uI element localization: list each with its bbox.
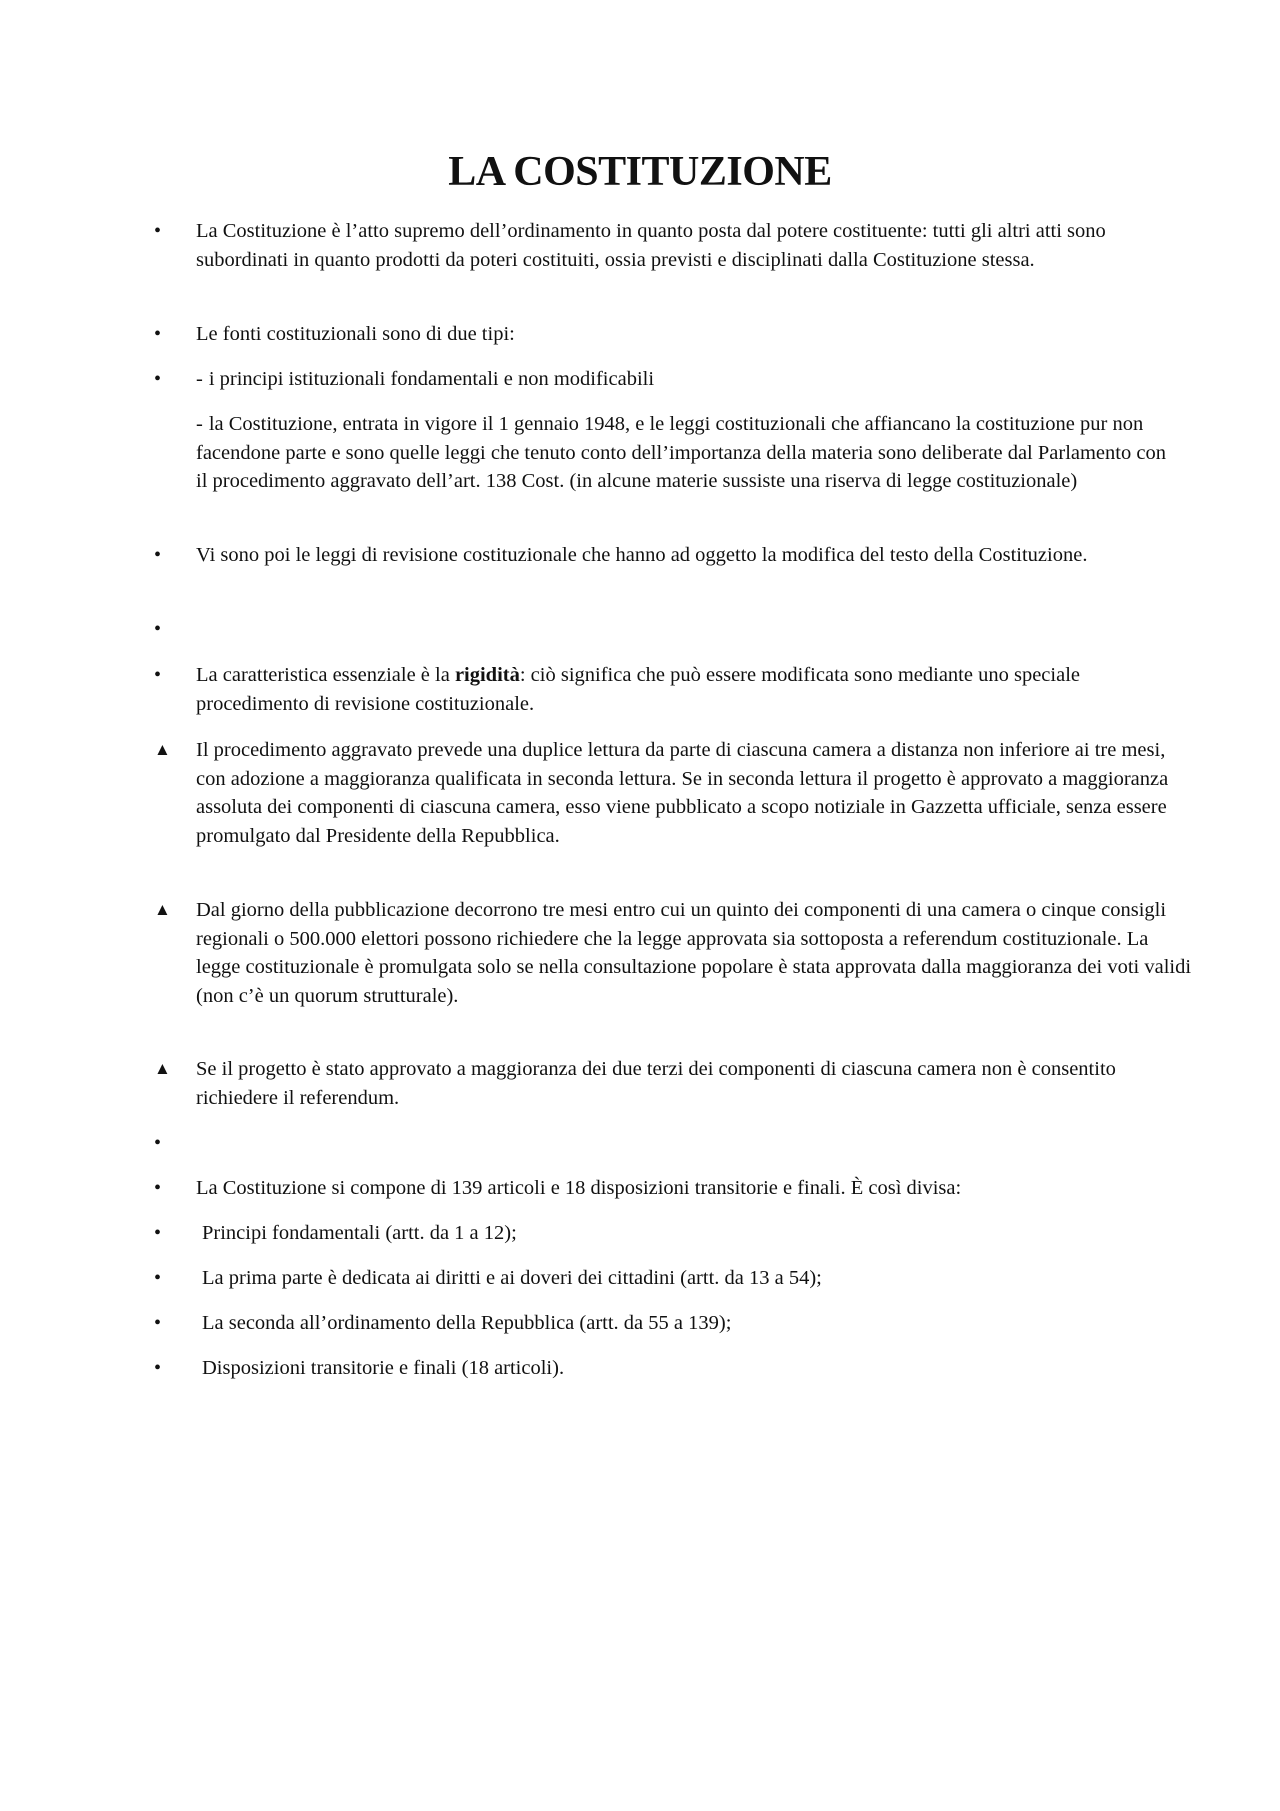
list-item-text: Il procedimento aggravato prevede una duplice lettura da parte di ciascuna camera a distanza non inferiore ai tre mesi, con adozione a maggioranza qualificata in seconda lettura. Se in seconda lettura il progetto è approvato a maggioranza assoluta dei componenti di ciascuna camera, esso viene pubblicato a scopo notiziale in Gazzetta ufficiale, senza essere promulgato dal Presidente della Repubblica.: [196, 739, 1169, 847]
bullet-icon: •: [154, 1267, 162, 1289]
list-item-text-content: la Costituzione, entrata in vigore il 1 gennaio 1948, e le leggi costituzionali che affiancano la costituzione pur non facendone parte e sono quelle leggi che tenuto conto dell’importanza della materia sono deliberate dal Parlamento con il procedimento aggravato dell’art. 138 Cost. (in alcune materie sussiste una riserva di legge costituzionale): [196, 413, 1166, 492]
bullet-icon: •: [154, 664, 162, 686]
list-item-text: Le fonti costituzionali sono di due tipi:: [196, 323, 515, 345]
bullet-icon: •: [154, 618, 162, 640]
bold-term: rigidità: [454, 664, 520, 686]
list-item-text: Disposizioni transitorie e finali (18 articoli).: [202, 1357, 565, 1379]
list-item-text: La Costituzione si compone di 139 articoli e 18 disposizioni transitorie e finali. È così divisa:: [196, 1177, 962, 1199]
bullet-icon: •: [154, 220, 162, 242]
list-item-text: Se il progetto è stato approvato a maggioranza dei due terzi dei componenti di ciascuna camera non è consentito richiedere il referendum.: [196, 1058, 1116, 1109]
dash-marker: -: [196, 413, 203, 435]
triangle-bullet-icon: ▲: [154, 740, 171, 759]
bullet-icon: •: [154, 544, 162, 566]
bullet-icon: •: [154, 1177, 162, 1199]
triangle-bullet-icon: ▲: [154, 1059, 171, 1078]
list-item-text: [196, 410, 1181, 496]
page-title: LA COSTITUZIONE: [448, 149, 832, 195]
list-item-text-content: i principi istituzionali fondamentali e non modificabili: [208, 368, 655, 390]
bullet-icon: •: [154, 1312, 162, 1334]
list-item-text: La seconda all’ordinamento della Repubblica (artt. da 55 a 139);: [202, 1312, 732, 1334]
bullet-icon: •: [154, 323, 162, 345]
list-item-text: Vi sono poi le leggi di revisione costituzionale che hanno ad oggetto la modifica del testo della Costituzione.: [196, 544, 1088, 566]
list-item-text: [196, 365, 1196, 394]
list-item-text: La prima parte è dedicata ai diritti e ai doveri dei cittadini (artt. da 13 a 54);: [202, 1267, 822, 1289]
list-item-text: Dal giorno della pubblicazione decorrono tre mesi entro cui un quinto dei componenti di una camera o cinque consigli regionali o 500.000 elettori possono richiedere che la legge approvata sia sottoposta a referendum costituzionale. La legge costituzionale è promulgata solo se nella consultazione popolare è stata approvata dalla maggioranza dei voti validi (non c’è un quorum strutturale).: [196, 899, 1192, 1007]
text-segment: La caratteristica essenziale è la: [196, 664, 455, 686]
bullet-icon: •: [154, 1357, 162, 1379]
text-segment: : ciò significa che può essere modificata sono mediante uno speciale procedimento di revisione costituzionale.: [196, 664, 1080, 715]
bullet-icon: •: [154, 1222, 162, 1244]
list-item-text: [196, 661, 1156, 718]
list-item-text: Principi fondamentali (artt. da 1 a 12);: [202, 1222, 517, 1244]
bullet-icon: •: [154, 368, 162, 390]
bullet-icon: •: [154, 1132, 162, 1154]
dash-marker: -: [196, 368, 203, 390]
list-item-text: La Costituzione è l’atto supremo dell’ordinamento in quanto posta dal potere costituente: tutti gli altri atti sono subordinati in quanto prodotti da poteri costituiti, ossia previsti e disciplinati dalla Costituzione stessa.: [196, 220, 1106, 271]
triangle-bullet-icon: ▲: [154, 900, 171, 919]
